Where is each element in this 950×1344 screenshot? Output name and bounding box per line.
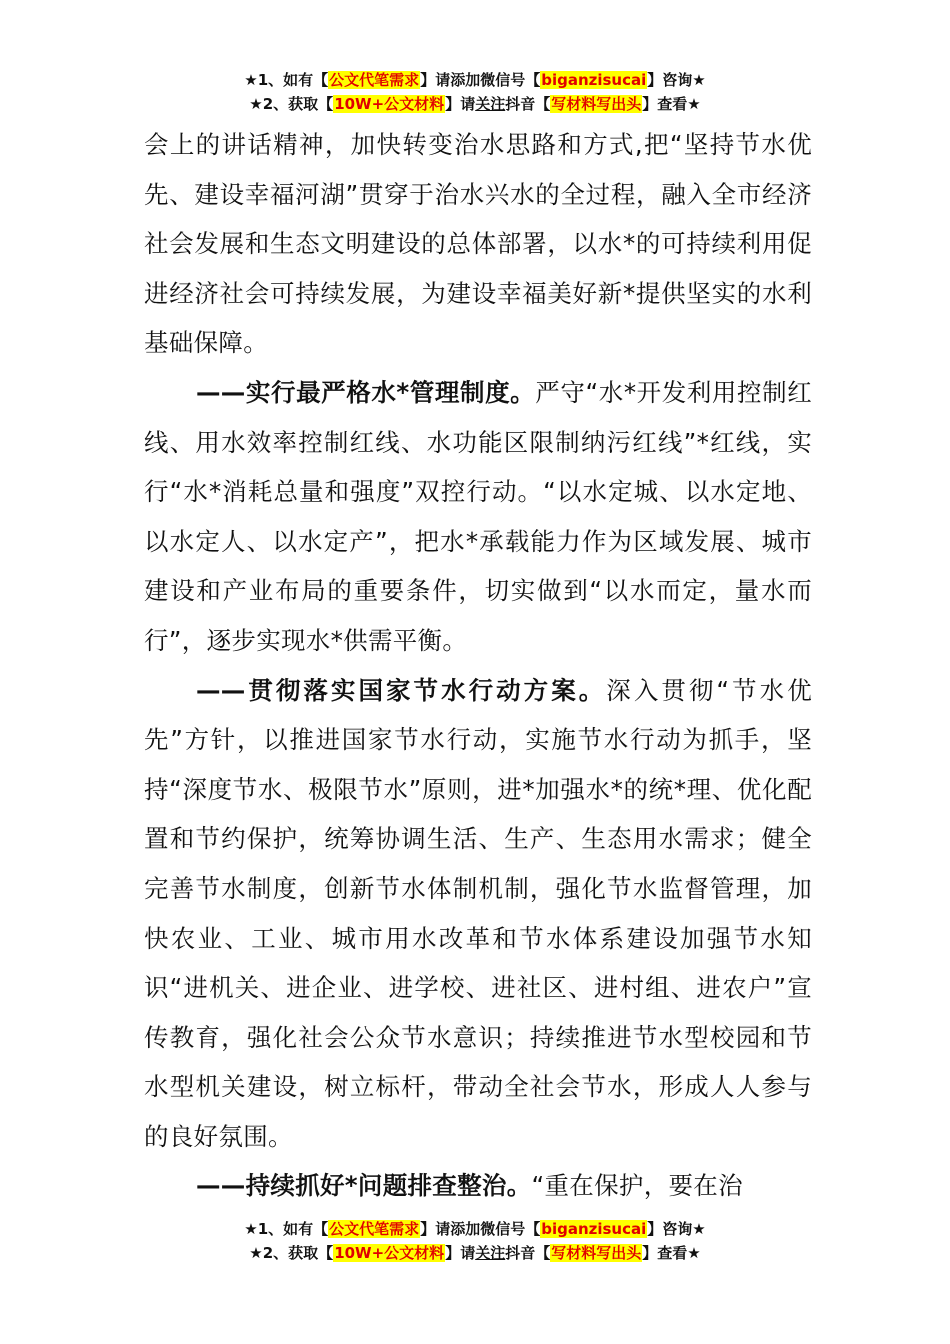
section-heading: ——实行最严格水*管理制度。 [196,377,536,407]
paragraph-2 [144,368,812,666]
paragraph-text: “重在保护，要在治 [531,1171,743,1201]
banner-text: 抖音【 [505,95,551,113]
banner-text: 】请添加微信号【 [420,71,541,89]
banner-text: ★2、获取【 [249,1244,334,1262]
paragraph-3 [144,666,812,1162]
banner-highlight: 公文代笔需求 [329,71,420,89]
banner-line-2 [0,92,950,116]
douyin-id-highlight: 写材料写出头 [551,1244,642,1262]
banner-highlight: 10W+公文材料 [334,1244,445,1262]
banner-highlight: 公文代笔需求 [329,1220,420,1238]
banner-text: ★2、获取【 [249,95,334,113]
banner-text: 】查看★ [642,95,701,113]
banner-text: 】咨询★ [647,71,706,89]
banner-text: 】咨询★ [647,1220,706,1238]
banner-text: ★1、如有【 [244,71,329,89]
section-heading: ——持续抓好*问题排查整治。 [196,1171,532,1201]
banner-text: 】请添加微信号【 [420,1220,541,1238]
banner-text: 抖音【 [505,1244,551,1262]
banner-line-1 [0,1217,950,1241]
section-heading: ——贯彻落实国家节水行动方案。 [196,675,607,705]
banner-text: 】请 [445,1244,476,1262]
banner-text: 】查看★ [642,1244,701,1262]
paragraph-4 [144,1161,812,1211]
paragraph-text: 深入贯彻“节水优先”方针，以推进国家节水行动，实施节水行动为抓手，坚持“深度节水、极限节水”原则，进*加强水*的统*理、优化配置和节约保护，统筹协调生活、生产、生态用水需求；健全完善节水制度，创新节水体制机制，强化节水监督管理，加快农业、工业、城市用水改革和节水体系建设加强节水知识“进机关、进企业、进学校、进社区、进村组、进农户”宣传教育，强化社会公众节水意识；持续推进节水型校园和节水型机关建设，树立标杆，带动全社会节水，形成人人参与的良好氛围。 [144,675,813,1151]
header-banner [0,68,950,116]
banner-underlined-text: 关注 [475,1244,506,1262]
banner-line-2 [0,1241,950,1265]
document-body [144,120,812,1211]
banner-text: ★1、如有【 [244,1220,329,1238]
wechat-id-highlight: biganzisucai [541,1220,647,1238]
banner-line-1 [0,68,950,92]
banner-highlight: 10W+公文材料 [334,95,445,113]
paragraph-text: 严守“水*开发利用控制红线、用水效率控制红线、水功能区限制纳污红线”*红线，实行“水*消耗总量和强度”双控行动。“以水定城、以水定地、以水定人、以水定产”，把水*承载能力作为区域发展、城市建设和产业布局的重要条件，切实做到“以水而定，量水而行”，逐步实现水*供需平衡。 [144,377,813,655]
footer-banner [0,1217,950,1265]
douyin-id-highlight: 写材料写出头 [551,95,642,113]
paragraph-1: 会上的讲话精神，加快转变治水思路和方式,把“坚持节水优先、建设幸福河湖”贯穿于治水兴水的全过程，融入全市经济社会发展和生态文明建设的总体部署，以水*的可持续利用促进经济社会可持续发展，为建设幸福美好新*提供坚实的水利基础保障。 [144,130,812,358]
banner-text: 】请 [445,95,476,113]
wechat-id-highlight: biganzisucai [541,71,647,89]
banner-underlined-text: 关注 [475,95,506,113]
